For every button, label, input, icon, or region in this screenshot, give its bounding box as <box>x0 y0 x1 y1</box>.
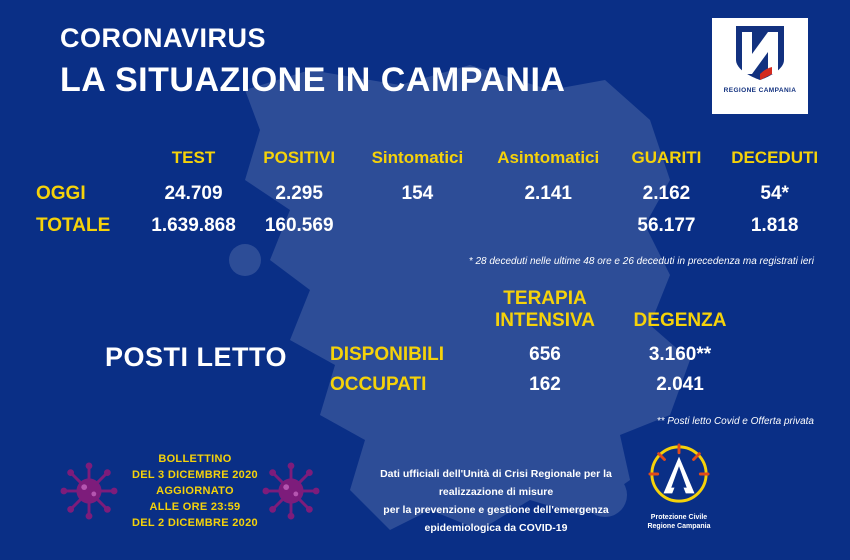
official-line-1: Dati ufficiali dell'Unità di Crisi Regionale per la realizzazione di misure <box>380 468 612 498</box>
stats-header-row <box>30 148 830 178</box>
table-row <box>330 340 750 370</box>
stats-header-guariti: GUARITI <box>631 148 702 167</box>
title-line-2: LA SITUAZIONE IN CAMPANIA <box>60 61 566 100</box>
beds-occupati-ti: 162 <box>529 373 561 395</box>
protezione-civile-caption <box>625 513 733 532</box>
bulletin-line-2: DEL 3 DICEMBRE 2020 <box>132 468 258 481</box>
stats-row-label-totale: TOTALE <box>36 215 111 236</box>
beds-header-degenza: DEGENZA <box>633 309 727 331</box>
beds-header-blank <box>330 288 480 340</box>
beds-footnote: ** Posti letto Covid e Offerta privata <box>656 416 814 427</box>
pc-caption-line-2: Regione Campania <box>647 523 711 531</box>
bulletin-line-5: DEL 2 DICEMBRE 2020 <box>132 516 258 529</box>
stats-header-test: TEST <box>171 148 216 167</box>
stats-header-blank <box>30 148 141 178</box>
stats-totale-test: 1.639.868 <box>151 215 236 236</box>
table-row <box>330 370 750 400</box>
stats-totale-guariti: 56.177 <box>637 215 696 236</box>
beds-occupati-degenza: 2.041 <box>656 373 704 395</box>
stats-row-label-oggi: OGGI <box>36 183 86 204</box>
table-row <box>30 210 830 242</box>
beds-header-ti-line1: TERAPIA <box>503 288 587 309</box>
table-row <box>30 178 830 210</box>
stats-table-area <box>0 148 850 242</box>
stats-totale-asintomatici <box>483 210 614 242</box>
stats-table <box>30 148 830 242</box>
beds-table <box>330 288 750 400</box>
beds-header-row <box>330 288 750 340</box>
beds-header-ti-line2: INTENSIVA <box>495 309 595 331</box>
stats-oggi-test: 24.709 <box>164 183 223 204</box>
stats-oggi-positivi: 2.295 <box>275 183 323 204</box>
virus-icon <box>60 462 118 520</box>
stats-oggi-sintomatici: 154 <box>401 183 434 204</box>
official-disclaimer <box>366 466 626 537</box>
beds-row-label-occupati: OCCUPATI <box>330 373 427 395</box>
protezione-civile-logo <box>625 443 733 532</box>
beds-section <box>0 288 850 400</box>
stats-header-deceduti: DECEDUTI <box>731 148 819 167</box>
bulletin-line-1: BOLLETTINO <box>158 453 232 465</box>
stats-oggi-asintomatici: 2.141 <box>524 183 572 204</box>
stats-footnote: * 28 deceduti nelle ultime 48 ore e 26 deceduti in precedenza ma registrati ieri <box>468 256 814 267</box>
bulletin-line-3: AGGIORNATO <box>156 484 234 497</box>
bulletin-line-4: ALLE ORE 23:59 <box>149 500 241 513</box>
stats-totale-sintomatici <box>352 210 483 242</box>
beds-row-label-disponibili: DISPONIBILI <box>330 343 445 365</box>
title-line-1: CORONAVIRUS <box>60 23 267 53</box>
pc-caption-line-1: Protezione Civile <box>650 514 708 521</box>
stats-totale-deceduti: 1.818 <box>750 215 799 236</box>
beds-disponibili-degenza: 3.160** <box>648 343 712 365</box>
beds-title: POSTI LETTO <box>105 342 288 372</box>
logo-caption: REGIONE CAMPANIA <box>723 87 797 94</box>
stats-header-positivi: POSITIVI <box>263 148 336 167</box>
stats-header-sintomatici: Sintomatici <box>371 148 464 167</box>
virus-icon <box>262 462 320 520</box>
bulletin-info <box>132 452 258 532</box>
protezione-civile-icon <box>648 443 710 505</box>
stats-totale-positivi: 160.569 <box>264 215 334 236</box>
stats-oggi-guariti: 2.162 <box>642 183 691 204</box>
regione-campania-logo <box>712 18 808 114</box>
shield-icon <box>734 24 786 82</box>
stats-oggi-deceduti: 54* <box>760 183 789 204</box>
official-line-2: per la prevenzione e gestione dell'emergenza epidemiologica da COVID-19 <box>383 503 609 534</box>
beds-disponibili-ti: 656 <box>529 343 561 365</box>
stats-header-asintomatici: Asintomatici <box>497 148 600 167</box>
beds-header-terapia-intensiva <box>480 288 610 340</box>
page-title <box>60 22 565 103</box>
